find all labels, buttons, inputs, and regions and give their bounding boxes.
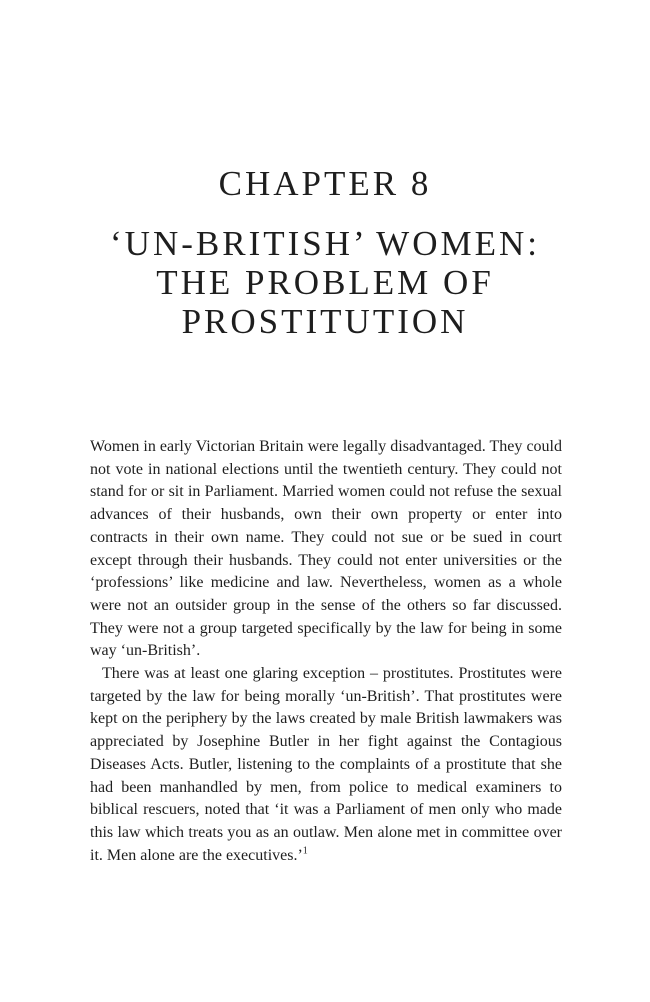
paragraph-1 <box>90 436 562 663</box>
paragraph-2 <box>90 663 562 867</box>
footnote-marker[interactable]: 1 <box>302 845 308 857</box>
chapter-title-line-2: THE PROBLEM OF <box>156 263 494 302</box>
chapter-number: CHAPTER 8 <box>218 164 432 203</box>
paragraph-1-text: Women in early Victorian Britain were legally disadvantaged. They could not vote in national elections until the twentieth century. They could not stand for or sit in Parliament. Married women could not refuse the sexual advances of their husbands, own their own property or enter into contracts in their own name. They could not sue or be sued in court except through their husbands. They could not enter universities or the ‘professions’ like medicine and law. Nevertheless, women as a whole were not an outsider group in the sense of the others so far discussed. They were not a group targeted specifically by the law for being in some way ‘un-British’. <box>90 438 562 660</box>
chapter-title-line-3: PROSTITUTION <box>181 302 469 341</box>
chapter-title-line-1: ‘UN-BRITISH’ WOMEN: <box>110 224 540 263</box>
chapter-body <box>90 436 562 867</box>
chapter-title <box>0 224 650 341</box>
paragraph-2-text: There was at least one glaring exception – prostitutes. Prostitutes were targeted by the law for being morally ‘un-British’. That prostitutes were kept on the periphery by the laws created by male British lawmakers was appreciated by Josephine Butler in her fight against the Contagious Diseases Acts. Butler, listening to the complaints of a prostitute that she had been manhandled by men, from police to medical examiners to biblical rescuers, noted that ‘it was a Parliament of men only who made this law which treats you as an outlaw. Men alone met in committee over it. Men alone are the executives.’ <box>90 665 562 864</box>
